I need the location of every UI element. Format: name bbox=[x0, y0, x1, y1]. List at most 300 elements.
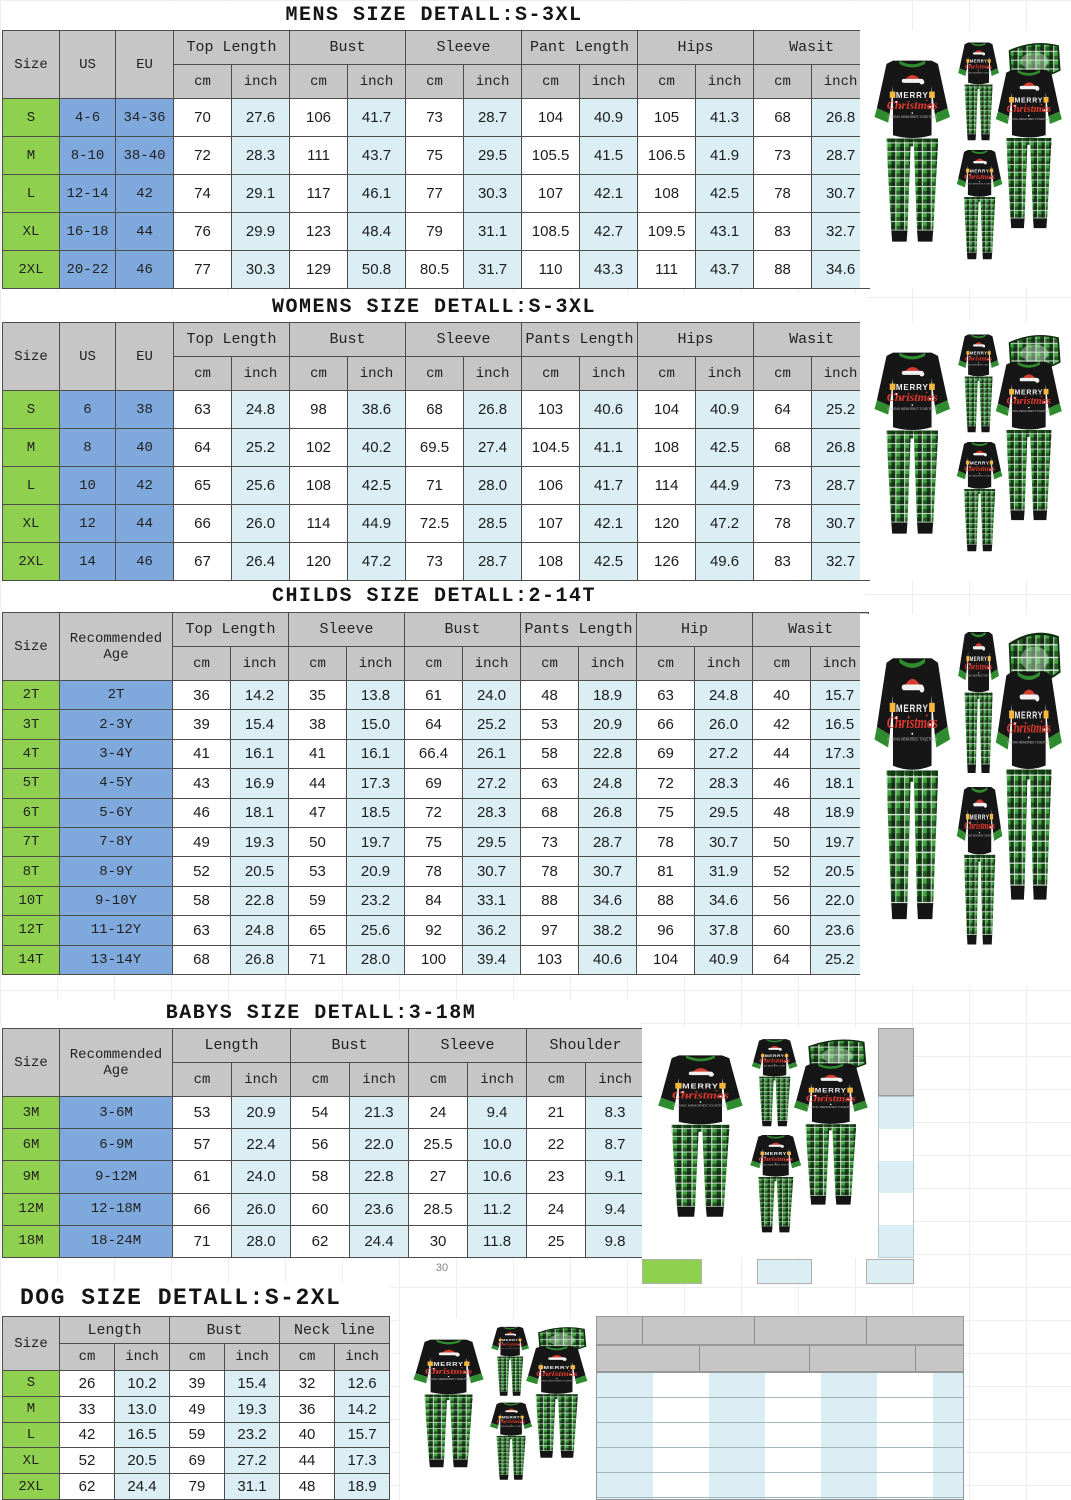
value-cell: 18.1 bbox=[231, 798, 289, 827]
unit-header: inch bbox=[348, 65, 406, 99]
babys-size-table bbox=[2, 1028, 640, 1258]
column-group-header: Pant Length bbox=[522, 31, 638, 65]
value-cell: 25.6 bbox=[232, 467, 290, 505]
value-cell: 53 bbox=[289, 857, 347, 886]
value-cell: 14.2 bbox=[231, 681, 289, 710]
value-cell: 18.1 bbox=[811, 769, 869, 798]
size-cell: XL bbox=[3, 505, 60, 543]
value-cell: 26.8 bbox=[231, 945, 289, 974]
mens-size-table bbox=[2, 30, 866, 288]
value-cell: 126 bbox=[638, 543, 696, 581]
value-cell: 100 bbox=[405, 945, 463, 974]
value-cell: 75 bbox=[406, 137, 464, 175]
value-cell: 48 bbox=[753, 798, 811, 827]
table-row bbox=[3, 467, 870, 505]
column-header: EU bbox=[116, 323, 174, 391]
value-cell: 24.8 bbox=[232, 391, 290, 429]
value-cell: 41.5 bbox=[580, 137, 638, 175]
value-cell: 28.3 bbox=[463, 798, 521, 827]
table-row bbox=[3, 710, 869, 739]
unit-header: cm bbox=[753, 647, 811, 681]
fit-cell: 9-10Y bbox=[60, 886, 173, 915]
value-cell: 117 bbox=[290, 175, 348, 213]
fit-cell: 3-6M bbox=[60, 1097, 173, 1129]
fit-cell: 46 bbox=[116, 543, 174, 581]
value-cell: 50 bbox=[753, 827, 811, 856]
value-cell: 19.3 bbox=[231, 827, 289, 856]
table-row bbox=[3, 505, 870, 543]
product-photo-dog bbox=[400, 1318, 596, 1500]
unit-header: cm bbox=[409, 1063, 468, 1097]
size-cell: L bbox=[3, 1422, 60, 1448]
fit-cell: 4-5Y bbox=[60, 769, 173, 798]
value-cell: 28.0 bbox=[464, 467, 522, 505]
unit-header: inch bbox=[232, 65, 290, 99]
value-cell: 57 bbox=[173, 1129, 232, 1161]
size-cell: 6T bbox=[3, 798, 60, 827]
value-cell: 26.8 bbox=[812, 99, 870, 137]
value-cell: 65 bbox=[289, 916, 347, 945]
column-group-header: Bust bbox=[170, 1317, 280, 1344]
table-row bbox=[3, 886, 869, 915]
value-cell: 15.4 bbox=[225, 1371, 280, 1397]
value-cell: 10.6 bbox=[468, 1161, 527, 1193]
value-cell: 104 bbox=[638, 391, 696, 429]
value-cell: 34.6 bbox=[695, 886, 753, 915]
unit-header: cm bbox=[60, 1344, 115, 1371]
unit-header: inch bbox=[580, 65, 638, 99]
product-photo-childs bbox=[860, 614, 1071, 986]
table-row bbox=[3, 213, 870, 251]
value-cell: 52 bbox=[173, 857, 231, 886]
size-cell: XL bbox=[3, 1448, 60, 1474]
stray-blue-cell bbox=[866, 1259, 914, 1284]
fit-cell: 11-12Y bbox=[60, 916, 173, 945]
value-cell: 108 bbox=[290, 467, 348, 505]
fit-cell: 20-22 bbox=[60, 251, 116, 289]
column-group-header: Wasit bbox=[754, 323, 870, 357]
value-cell: 70 bbox=[174, 99, 232, 137]
column-header: EU bbox=[116, 31, 174, 99]
unit-header: cm bbox=[406, 65, 464, 99]
value-cell: 25.2 bbox=[812, 391, 870, 429]
value-cell: 96 bbox=[637, 916, 695, 945]
table-row bbox=[3, 1396, 390, 1422]
fit-cell: 14 bbox=[60, 543, 116, 581]
size-cell: 7T bbox=[3, 827, 60, 856]
value-cell: 19.7 bbox=[347, 827, 405, 856]
fit-cell: 44 bbox=[116, 505, 174, 543]
value-cell: 23 bbox=[527, 1161, 586, 1193]
value-cell: 47.2 bbox=[696, 505, 754, 543]
column-header: US bbox=[60, 31, 116, 99]
size-cell: 5T bbox=[3, 769, 60, 798]
value-cell: 43.1 bbox=[696, 213, 754, 251]
column-group-header: Neck line bbox=[280, 1317, 390, 1344]
value-cell: 78 bbox=[521, 857, 579, 886]
value-cell: 48 bbox=[280, 1474, 335, 1500]
table-row bbox=[3, 916, 869, 945]
value-cell: 28.5 bbox=[464, 505, 522, 543]
value-cell: 40.9 bbox=[696, 391, 754, 429]
value-cell: 52 bbox=[753, 857, 811, 886]
value-cell: 71 bbox=[289, 945, 347, 974]
size-cell: 4T bbox=[3, 739, 60, 768]
column-header: Size bbox=[3, 1029, 60, 1097]
value-cell: 107 bbox=[522, 505, 580, 543]
value-cell: 22.8 bbox=[579, 739, 637, 768]
size-cell: 18M bbox=[3, 1225, 60, 1257]
value-cell: 52 bbox=[60, 1448, 115, 1474]
size-cell: M bbox=[3, 1396, 60, 1422]
value-cell: 41.9 bbox=[696, 137, 754, 175]
value-cell: 44 bbox=[280, 1448, 335, 1474]
value-cell: 10.2 bbox=[115, 1371, 170, 1397]
value-cell: 18.5 bbox=[347, 798, 405, 827]
value-cell: 27.6 bbox=[232, 99, 290, 137]
size-cell: 9M bbox=[3, 1161, 60, 1193]
value-cell: 19.7 bbox=[811, 827, 869, 856]
column-header: Size bbox=[3, 1317, 60, 1371]
size-cell: 3T bbox=[3, 710, 60, 739]
childs-table-title: CHILDS SIZE DETALL:2-14T bbox=[2, 583, 866, 611]
value-cell: 81 bbox=[637, 857, 695, 886]
value-cell: 26.0 bbox=[232, 1193, 291, 1225]
product-photo-womens bbox=[860, 322, 1071, 580]
value-cell: 79 bbox=[406, 213, 464, 251]
value-cell: 16.5 bbox=[811, 710, 869, 739]
table-row bbox=[3, 137, 870, 175]
column-group-header: Sleeve bbox=[406, 31, 522, 65]
value-cell: 69.5 bbox=[406, 429, 464, 467]
column-group-header: Bust bbox=[405, 613, 521, 647]
size-cell: 6M bbox=[3, 1129, 60, 1161]
value-cell: 22.8 bbox=[350, 1161, 409, 1193]
column-header: Size bbox=[3, 323, 60, 391]
value-cell: 111 bbox=[638, 251, 696, 289]
value-cell: 44 bbox=[289, 769, 347, 798]
value-cell: 40.9 bbox=[695, 945, 753, 974]
fit-cell: 6 bbox=[60, 391, 116, 429]
unit-header: cm bbox=[522, 357, 580, 391]
value-cell: 34.6 bbox=[812, 251, 870, 289]
empty-table-header-row1 bbox=[596, 1316, 964, 1345]
value-cell: 16.1 bbox=[231, 739, 289, 768]
value-cell: 62 bbox=[291, 1225, 350, 1257]
value-cell: 47 bbox=[289, 798, 347, 827]
unit-header: inch bbox=[812, 357, 870, 391]
value-cell: 16.1 bbox=[347, 739, 405, 768]
size-cell: 12M bbox=[3, 1193, 60, 1225]
value-cell: 27.2 bbox=[695, 739, 753, 768]
fit-cell: 34-36 bbox=[116, 99, 174, 137]
size-cell: S bbox=[3, 99, 60, 137]
size-cell: XL bbox=[3, 213, 60, 251]
size-cell: S bbox=[3, 1371, 60, 1397]
value-cell: 72 bbox=[174, 137, 232, 175]
value-cell: 42 bbox=[60, 1422, 115, 1448]
value-cell: 79 bbox=[170, 1474, 225, 1500]
unit-header: cm bbox=[174, 357, 232, 391]
value-cell: 73 bbox=[521, 827, 579, 856]
unit-header: cm bbox=[280, 1344, 335, 1371]
value-cell: 23.6 bbox=[350, 1193, 409, 1225]
value-cell: 10.0 bbox=[468, 1129, 527, 1161]
fit-cell: 42 bbox=[116, 175, 174, 213]
column-header: Size bbox=[3, 613, 60, 681]
value-cell: 38.2 bbox=[579, 916, 637, 945]
value-cell: 15.7 bbox=[811, 681, 869, 710]
value-cell: 32.7 bbox=[812, 543, 870, 581]
value-cell: 46 bbox=[173, 798, 231, 827]
unit-header: inch bbox=[464, 357, 522, 391]
unit-header: cm bbox=[290, 357, 348, 391]
value-cell: 26 bbox=[60, 1371, 115, 1397]
value-cell: 74 bbox=[174, 175, 232, 213]
fit-cell: 46 bbox=[116, 251, 174, 289]
value-cell: 102 bbox=[290, 429, 348, 467]
womens-table-title: WOMENS SIZE DETALL:S-3XL bbox=[2, 294, 866, 322]
value-cell: 66 bbox=[174, 505, 232, 543]
column-group-header: Wasit bbox=[754, 31, 870, 65]
column-group-header: Bust bbox=[291, 1029, 409, 1063]
value-cell: 27.2 bbox=[225, 1448, 280, 1474]
value-cell: 42.1 bbox=[580, 505, 638, 543]
babys-table-title: BABYS SIZE DETALL:3-18M bbox=[2, 1000, 640, 1028]
value-cell: 105.5 bbox=[522, 137, 580, 175]
column-header: Recommended Age bbox=[60, 1029, 173, 1097]
value-cell: 43.7 bbox=[348, 137, 406, 175]
value-cell: 24 bbox=[527, 1193, 586, 1225]
value-cell: 39 bbox=[173, 710, 231, 739]
value-cell: 46.1 bbox=[348, 175, 406, 213]
value-cell: 106.5 bbox=[638, 137, 696, 175]
value-cell: 33.1 bbox=[463, 886, 521, 915]
value-cell: 43.7 bbox=[696, 251, 754, 289]
unit-header: cm bbox=[290, 65, 348, 99]
value-cell: 31.9 bbox=[695, 857, 753, 886]
value-cell: 29.9 bbox=[232, 213, 290, 251]
value-cell: 17.3 bbox=[335, 1448, 390, 1474]
value-cell: 20.9 bbox=[579, 710, 637, 739]
value-cell: 63 bbox=[174, 391, 232, 429]
value-cell: 30.7 bbox=[812, 505, 870, 543]
value-cell: 49.6 bbox=[696, 543, 754, 581]
value-cell: 54 bbox=[291, 1097, 350, 1129]
value-cell: 22.4 bbox=[232, 1129, 291, 1161]
value-cell: 105 bbox=[638, 99, 696, 137]
value-cell: 63 bbox=[637, 681, 695, 710]
value-cell: 14.2 bbox=[335, 1396, 390, 1422]
value-cell: 42.5 bbox=[696, 175, 754, 213]
value-cell: 29.5 bbox=[463, 827, 521, 856]
unit-header: cm bbox=[638, 65, 696, 99]
value-cell: 110 bbox=[522, 251, 580, 289]
value-cell: 17.3 bbox=[347, 769, 405, 798]
value-cell: 68 bbox=[406, 391, 464, 429]
value-cell: 9.8 bbox=[586, 1225, 645, 1257]
value-cell: 71 bbox=[173, 1225, 232, 1257]
unit-header: cm bbox=[638, 357, 696, 391]
value-cell: 27 bbox=[409, 1161, 468, 1193]
value-cell: 63 bbox=[521, 769, 579, 798]
value-cell: 36 bbox=[280, 1396, 335, 1422]
value-cell: 108.5 bbox=[522, 213, 580, 251]
size-cell: 3M bbox=[3, 1097, 60, 1129]
value-cell: 26.8 bbox=[812, 429, 870, 467]
value-cell: 27.2 bbox=[463, 769, 521, 798]
value-cell: 28.7 bbox=[464, 99, 522, 137]
value-cell: 29.5 bbox=[464, 137, 522, 175]
value-cell: 53 bbox=[173, 1097, 232, 1129]
value-cell: 64 bbox=[753, 945, 811, 974]
value-cell: 34.6 bbox=[579, 886, 637, 915]
fit-cell: 18-24M bbox=[60, 1225, 173, 1257]
value-cell: 11.8 bbox=[468, 1225, 527, 1257]
product-photo-babys bbox=[642, 1028, 878, 1258]
value-cell: 31.1 bbox=[464, 213, 522, 251]
value-cell: 25.2 bbox=[811, 945, 869, 974]
stray-cell-value: 30 bbox=[435, 1262, 449, 1274]
value-cell: 28.7 bbox=[812, 137, 870, 175]
table-row bbox=[3, 1371, 390, 1397]
unit-header: cm bbox=[173, 1063, 232, 1097]
fit-cell: 9-12M bbox=[60, 1161, 173, 1193]
fit-cell: 12-14 bbox=[60, 175, 116, 213]
stray-blue-cell bbox=[757, 1259, 812, 1284]
value-cell: 9.1 bbox=[586, 1161, 645, 1193]
column-group-header: Top Length bbox=[174, 31, 290, 65]
table-row bbox=[3, 543, 870, 581]
empty-table-header-row2 bbox=[596, 1345, 964, 1372]
table-row bbox=[3, 391, 870, 429]
value-cell: 30.7 bbox=[463, 857, 521, 886]
value-cell: 76 bbox=[174, 213, 232, 251]
value-cell: 24.0 bbox=[232, 1161, 291, 1193]
value-cell: 15.4 bbox=[231, 710, 289, 739]
value-cell: 66 bbox=[637, 710, 695, 739]
size-cell: S bbox=[3, 391, 60, 429]
value-cell: 44.9 bbox=[348, 505, 406, 543]
fit-cell: 38-40 bbox=[116, 137, 174, 175]
value-cell: 72.5 bbox=[406, 505, 464, 543]
value-cell: 83 bbox=[754, 543, 812, 581]
value-cell: 56 bbox=[291, 1129, 350, 1161]
value-cell: 66 bbox=[173, 1193, 232, 1225]
value-cell: 71 bbox=[406, 467, 464, 505]
table-row bbox=[3, 1161, 645, 1193]
value-cell: 18.9 bbox=[579, 681, 637, 710]
value-cell: 23.2 bbox=[225, 1422, 280, 1448]
value-cell: 42.5 bbox=[348, 467, 406, 505]
value-cell: 65 bbox=[174, 467, 232, 505]
column-group-header: Bust bbox=[290, 31, 406, 65]
value-cell: 43.3 bbox=[580, 251, 638, 289]
value-cell: 63 bbox=[173, 916, 231, 945]
value-cell: 104 bbox=[637, 945, 695, 974]
value-cell: 106 bbox=[290, 99, 348, 137]
fit-cell: 13-14Y bbox=[60, 945, 173, 974]
value-cell: 21.3 bbox=[350, 1097, 409, 1129]
column-group-header: Length bbox=[60, 1317, 170, 1344]
value-cell: 30.7 bbox=[812, 175, 870, 213]
table-row bbox=[3, 1129, 645, 1161]
column-group-header: Wasit bbox=[753, 613, 869, 647]
unit-header: inch bbox=[348, 357, 406, 391]
fit-cell: 44 bbox=[116, 213, 174, 251]
value-cell: 31.7 bbox=[464, 251, 522, 289]
value-cell: 28.7 bbox=[464, 543, 522, 581]
value-cell: 20.5 bbox=[811, 857, 869, 886]
unit-header: inch bbox=[350, 1063, 409, 1097]
value-cell: 67 bbox=[174, 543, 232, 581]
value-cell: 114 bbox=[290, 505, 348, 543]
value-cell: 78 bbox=[637, 827, 695, 856]
table-row bbox=[3, 739, 869, 768]
value-cell: 41.1 bbox=[580, 429, 638, 467]
value-cell: 30.7 bbox=[579, 857, 637, 886]
value-cell: 66.4 bbox=[405, 739, 463, 768]
value-cell: 73 bbox=[406, 99, 464, 137]
value-cell: 25.2 bbox=[463, 710, 521, 739]
value-cell: 24.8 bbox=[231, 916, 289, 945]
value-cell: 50.8 bbox=[348, 251, 406, 289]
value-cell: 18.9 bbox=[335, 1474, 390, 1500]
value-cell: 27.4 bbox=[464, 429, 522, 467]
fit-cell: 7-8Y bbox=[60, 827, 173, 856]
value-cell: 61 bbox=[173, 1161, 232, 1193]
unit-header: inch bbox=[225, 1344, 280, 1371]
column-group-header: Sleeve bbox=[409, 1029, 527, 1063]
column-group-header: Sleeve bbox=[289, 613, 405, 647]
value-cell: 72 bbox=[405, 798, 463, 827]
dog-table-title: DOG SIZE DETALL:S-2XL bbox=[2, 1283, 390, 1314]
value-cell: 15.0 bbox=[347, 710, 405, 739]
value-cell: 77 bbox=[406, 175, 464, 213]
table-row bbox=[3, 857, 869, 886]
column-group-header: Bust bbox=[290, 323, 406, 357]
value-cell: 24.8 bbox=[695, 681, 753, 710]
value-cell: 41 bbox=[173, 739, 231, 768]
value-cell: 42.5 bbox=[696, 429, 754, 467]
value-cell: 78 bbox=[405, 857, 463, 886]
value-cell: 106 bbox=[522, 467, 580, 505]
table-row bbox=[3, 1097, 645, 1129]
size-cell: 10T bbox=[3, 886, 60, 915]
unit-header: inch bbox=[811, 647, 869, 681]
unit-header: cm bbox=[289, 647, 347, 681]
value-cell: 31.1 bbox=[225, 1474, 280, 1500]
value-cell: 41.3 bbox=[696, 99, 754, 137]
table-row bbox=[3, 945, 869, 974]
table-row bbox=[3, 99, 870, 137]
value-cell: 84 bbox=[405, 886, 463, 915]
value-cell: 88 bbox=[637, 886, 695, 915]
value-cell: 58 bbox=[173, 886, 231, 915]
size-cell: 2T bbox=[3, 681, 60, 710]
unit-header: cm bbox=[174, 65, 232, 99]
value-cell: 73 bbox=[754, 137, 812, 175]
unit-header: cm bbox=[406, 357, 464, 391]
table-row bbox=[3, 1193, 645, 1225]
value-cell: 120 bbox=[290, 543, 348, 581]
table-row bbox=[3, 1422, 390, 1448]
empty-header-strip bbox=[878, 1028, 914, 1096]
value-cell: 104.5 bbox=[522, 429, 580, 467]
value-cell: 26.0 bbox=[232, 505, 290, 543]
value-cell: 28.5 bbox=[409, 1193, 468, 1225]
unit-header: inch bbox=[347, 647, 405, 681]
